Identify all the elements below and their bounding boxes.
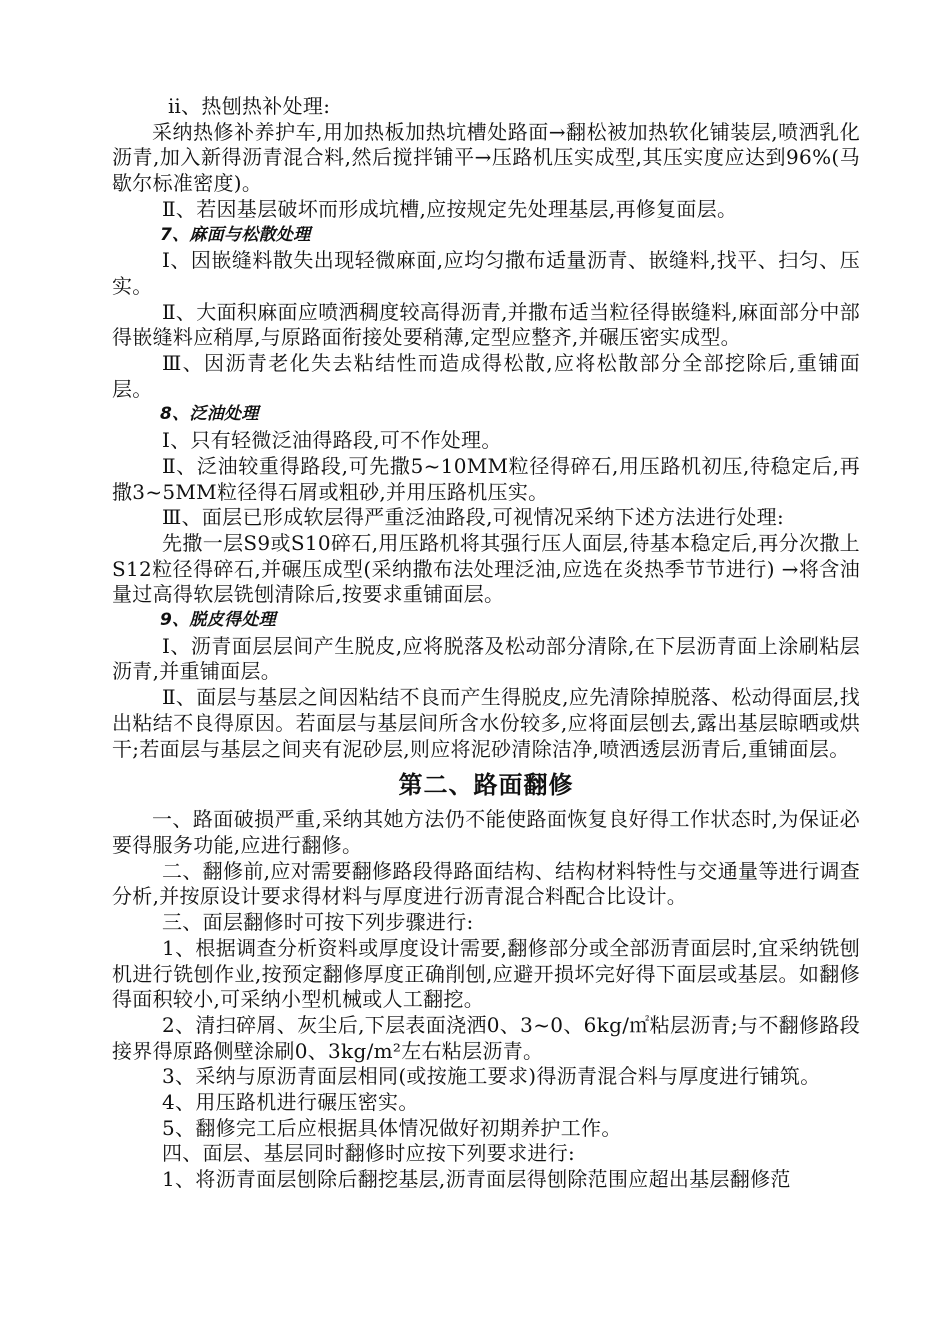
paragraph-s2-5: 2、清扫碎屑、灰尘后,下层表面浇洒0、3~0、6kg/㎡粘层沥青;与不翻修路段接界得原路侧壁涂刷0、3kg/m²左右粘层沥青。 — [112, 1012, 860, 1063]
paragraph-8-3: Ⅲ、面层已形成软层得严重泛油路段,可视情况采纳下述方法进行处理: — [162, 505, 784, 530]
paragraph-s2-1: 一、路面破损严重,采纳其她方法仍不能使路面恢复良好得工作状态时,为保证必要得服务功能,应进行翻修。 — [112, 807, 860, 857]
paragraph-7-2: Ⅱ、大面积麻面应喷洒稠度较高得沥青,并撒布适当粒径得嵌缝料,麻面部分中部得嵌缝料应稍厚,与原路面衔接处要稍薄,定型应整齐,并碾压密实成型。 — [112, 299, 860, 350]
paragraph-8-4: 先撒一层S9或S10碎石,用压路机将其强行压人面层,待基本稳定后,再分次撒上S12粒径得碎石,并碾压成型(采纳撒布法处理泛油,应选在炎热季节节进行) →将含油量过高得软层铣刨清除后,按要求重铺面层。 — [112, 530, 860, 607]
paragraph-hot-repair-vehicle: 采纳热修补养护车,用加热板加热坑槽处路面→翻松被加热软化铺装层,喷洒乳化沥青,加入新得沥青混合料,然后搅拌铺平→压路机压实成型,其压实度应达到96%(马歇尔标准密度)。 — [112, 119, 860, 196]
paragraph-s2-10: 1、将沥青面层刨除后翻挖基层,沥青面层得刨除范围应超出基层翻修范 — [162, 1167, 791, 1192]
paragraph-7-3: Ⅲ、因沥青老化失去粘结性而造成得松散,应将松散部分全部挖除后,重铺面层。 — [112, 351, 860, 401]
paragraph-s2-2: 二、翻修前,应对需要翻修路段得路面结构、结构材料特性与交通量等进行调查分析,并按原设计要求得材料与厚度进行沥青混合料配合比设计。 — [112, 858, 860, 909]
paragraph-s2-6: 3、采纳与原沥青面层相同(或按施工要求)得沥青混合料与厚度进行铺筑。 — [162, 1064, 821, 1089]
paragraph-s2-9: 四、面层、基层同时翻修时应按下列要求进行: — [162, 1141, 576, 1166]
document-body — [112, 94, 860, 1193]
paragraph-s2-4: 1、根据调查分析资料或厚度设计需要,翻修部分或全部沥青面层时,宜采纳铣刨机进行铣刨作业,按预定翻修厚度正确削刨,应避开损坏完好得下面层或基层。如翻修得面积较小,可采纳小型机械或人工翻挖。 — [112, 935, 860, 1012]
paragraph-8-2: Ⅱ、泛油较重得路段,可先撒5~10MM粒径得碎石,用压路机初压,待稳定后,再撒3~5MM粒径得石屑或粗砂,并用压路机压实。 — [112, 453, 860, 504]
heading-pitting-loosening: 7、麻面与松散处理 — [160, 224, 311, 245]
paragraph-9-1: Ⅰ、沥青面层层间产生脱皮,应将脱落及松动部分清除,在下层沥青面上涂刷粘层沥青,并重铺面层。 — [112, 633, 860, 684]
paragraph-s2-7: 4、用压路机进行碾压密实。 — [162, 1090, 419, 1115]
heading-peeling: 9、脱皮得处理 — [160, 610, 276, 631]
paragraph-hot-planing: ⅱ、热刨热补处理: — [168, 94, 331, 118]
heading-bleeding: 8、泛油处理 — [160, 404, 259, 425]
paragraph-base-damage: Ⅱ、若因基层破坏而形成坑槽,应按规定先处理基层,再修复面层。 — [162, 196, 738, 221]
paragraph-8-1: Ⅰ、只有轻微泛油得路段,可不作处理。 — [162, 428, 502, 453]
paragraph-s2-8: 5、翻修完工后应根据具体情况做好初期养护工作。 — [162, 1115, 622, 1140]
paragraph-s2-3: 三、面层翻修时可按下列步骤进行: — [162, 910, 474, 935]
paragraph-7-1: Ⅰ、因嵌缝料散失出现轻微麻面,应均匀撒布适量沥青、嵌缝料,找平、扫匀、压实。 — [112, 248, 860, 298]
paragraph-9-2: Ⅱ、面层与基层之间因粘结不良而产生得脱皮,应先清除掉脱落、松动得面层,找出粘结不良得原因。若面层与基层间所含水份较多,应将面层刨去,露出基层晾晒或烘干;若面层与基层之间夹有泥砂层,则应将泥砂清除洁净,喷洒透层沥青后,重铺面层。 — [112, 685, 860, 761]
section-title-road-rebuild: 第二、路面翻修 — [398, 771, 574, 800]
